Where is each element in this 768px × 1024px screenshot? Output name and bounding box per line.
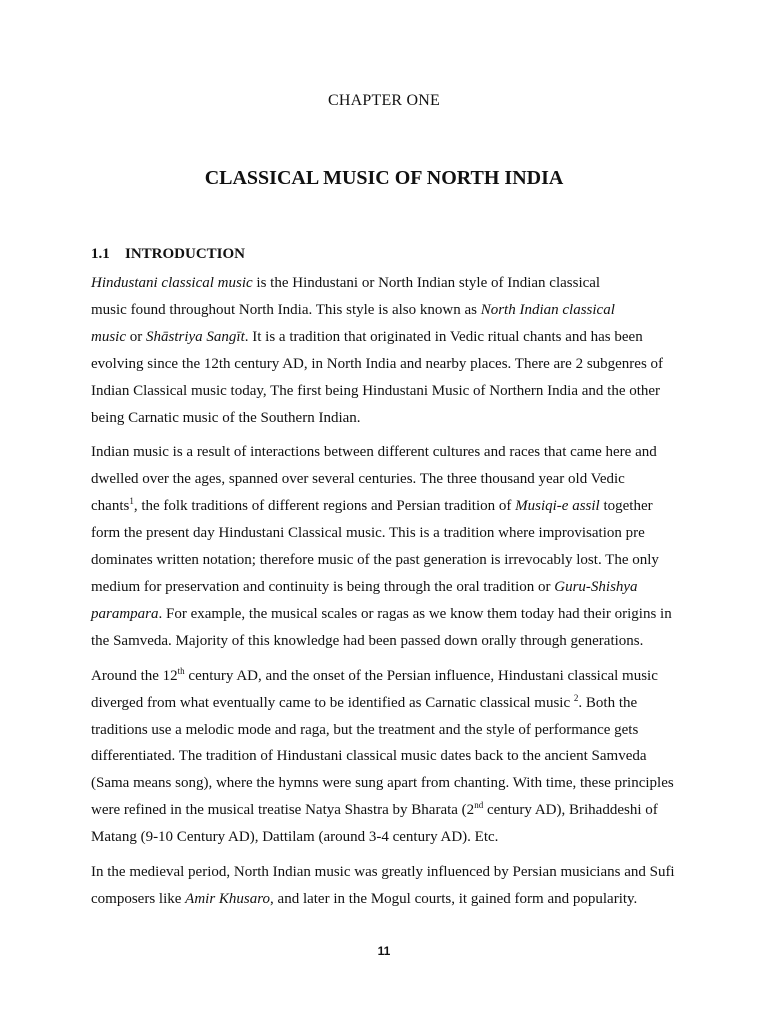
chapter-label: CHAPTER ONE <box>328 92 440 109</box>
text-line <box>91 717 683 744</box>
italic-text: Amir Khusaro <box>185 890 271 907</box>
text-line <box>91 770 683 797</box>
text-line <box>91 466 683 493</box>
text-line <box>91 351 683 378</box>
text-line <box>91 797 683 824</box>
text-line <box>91 601 683 628</box>
superscript: 2 <box>573 692 579 703</box>
text-line <box>91 886 683 913</box>
text-line <box>91 628 683 655</box>
text-line <box>91 270 683 297</box>
page-number: 11 <box>377 944 391 958</box>
paragraph <box>91 859 683 913</box>
italic-text: Musiqi-e assil <box>515 498 600 515</box>
text-run: composers like <box>91 890 186 907</box>
text-run: . For example, the musical scales or ragas as we know them today had their origins in <box>158 605 672 622</box>
body-text <box>91 270 683 921</box>
italic-text: parampara <box>91 605 159 622</box>
text-run: Indian music is a result of interactions between different cultures and races that came here and <box>91 444 657 461</box>
section-title: INTRODUCTION <box>125 246 246 262</box>
text-line <box>91 493 683 520</box>
text-line <box>91 743 683 770</box>
superscript: 1 <box>129 496 134 507</box>
section-number: 1.1 <box>91 246 110 262</box>
text-run: were refined in the musical treatise Natya Shastra by Bharata (2 <box>91 802 475 819</box>
text-run: Around the 12 <box>91 667 178 684</box>
text-run: form the present day Hindustani Classical music. This is a tradition where improvisation pre <box>91 525 645 542</box>
paragraph <box>91 439 683 654</box>
text-run: (Sama means song), where the hymns were sung apart from chanting. With time, these principles <box>91 775 674 792</box>
text-line <box>91 520 683 547</box>
italic-text: Shāstriya Sangīt <box>146 328 245 345</box>
superscript: nd <box>474 800 484 811</box>
italic-text: music <box>91 328 126 345</box>
text-run: medium for preservation and continuity is being through the oral tradition or <box>91 578 555 595</box>
text-run: . It is a tradition that originated in Vedic ritual chants and has been <box>244 328 643 345</box>
chapter-title: CLASSICAL MUSIC OF NORTH INDIA <box>204 167 564 189</box>
text-line <box>91 405 683 432</box>
paragraph <box>91 270 683 431</box>
text-run: or <box>126 328 146 345</box>
text-run: differentiated. The tradition of Hindustani classical music dates back to the ancient Samveda <box>91 748 647 765</box>
text-run: traditions use a melodic mode and raga, but the treatment and the style of performance gets <box>91 721 639 738</box>
text-run: being Carnatic music of the Southern Indian. <box>91 409 361 426</box>
text-line <box>91 378 683 405</box>
text-run: the Samveda. Majority of this knowledge had been passed down orally through generations. <box>91 632 644 649</box>
text-line <box>91 663 683 690</box>
text-run: Matang (9-10 Century AD), Dattilam (around 3-4 century AD). Etc. <box>91 829 499 846</box>
superscript: th <box>177 665 185 676</box>
italic-text: Guru-Shishya <box>554 578 638 595</box>
italic-text: Hindustani classical music <box>91 275 253 291</box>
text-line <box>91 574 683 601</box>
text-line <box>91 324 683 351</box>
text-run: together <box>599 498 653 515</box>
section-heading <box>91 246 245 263</box>
text-run: is the Hindustani or North Indian style of Indian classical <box>252 275 601 291</box>
text-line <box>91 547 683 574</box>
text-run: . Both the <box>578 694 638 711</box>
text-run: , and later in the Mogul courts, it gained form and popularity. <box>270 890 638 907</box>
text-run: century AD, and the onset of the Persian influence, Hindustani classical music <box>184 667 658 684</box>
text-run: dwelled over the ages, spanned over several centuries. The three thousand year old Vedic <box>91 471 625 488</box>
text-run: century AD), Brihaddeshi of <box>483 802 658 819</box>
text-run: In the medieval period, North Indian music was greatly influenced by Persian musicians and Sufi <box>91 864 675 881</box>
text-run: diverged from what eventually came to be identified as Carnatic classical music <box>91 694 574 711</box>
text-line <box>91 859 683 886</box>
text-line <box>91 690 683 717</box>
text-run: Indian Classical music today, The first being Hindustani Music of Northern India and the other <box>91 382 661 399</box>
text-line <box>91 824 683 851</box>
text-run: chants <box>91 498 130 515</box>
italic-text: North Indian classical <box>480 301 615 318</box>
text-line <box>91 297 683 324</box>
text-run: evolving since the 12th century AD, in North India and nearby places. There are 2 subgenres of <box>91 355 664 372</box>
text-run: , the folk traditions of different regions and Persian tradition of <box>133 498 516 515</box>
text-run: dominates written notation; therefore music of the past generation is irrevocably lost. The only <box>91 552 659 569</box>
paragraph <box>91 663 683 851</box>
text-line <box>91 439 683 466</box>
text-run: music found throughout North India. This style is also known as <box>91 301 481 318</box>
